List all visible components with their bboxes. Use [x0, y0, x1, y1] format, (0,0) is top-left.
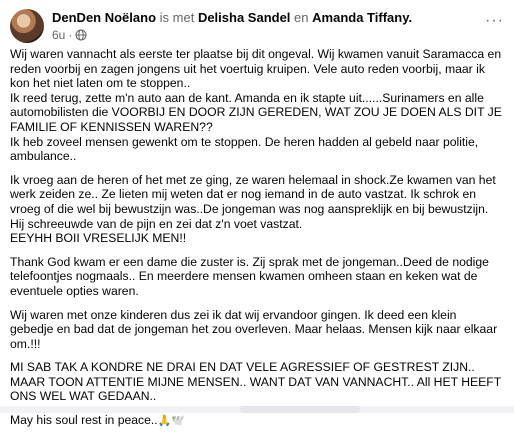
post-body: [10, 47, 502, 438]
tagged-user-1[interactable]: Delisha Sandel: [197, 10, 291, 25]
post-paragraph: Ik vroeg aan de heren of het met ze ging, ze waren helemaal in shock.Ze kwamen van het werk zeiden ze.. Ze lieten mij weten dat er nog iemand in de auto vastzat. Ik schrok en vroeg of die wel bij bewustzijn was..De jongeman was nog aanspreklijk en bij bewustzijn. Hij schreeuwde van de pijn en zei dat z'n voet vastzat. EEYHH BOII VRESELIJK MEN!!: [10, 172, 496, 246]
post-paragraph: May his soul rest in peace..: [10, 413, 158, 428]
post-closing-line: [10, 413, 502, 429]
is-with-text: is met: [159, 10, 195, 25]
post-author-line: DenDen Noëlano is met Delisha Sandel en Amanda Tiffany.: [52, 10, 413, 25]
post-paragraph: Thank God kwam er een dame die zuster is. Zij sprak met de jongeman..Deed de nodige telefoontjes nogmaals.. En meerdere mensen kwamen omheen staan en keken wat de eventuele opties waren.: [10, 254, 489, 298]
post-paragraph: MI SAB TAK A KONDRE NE DRAI EN DAT VELE AGRESSIEF OF GESTREST ZIJN.. MAAR TOON ATTENTIE MIJNE MENSEN.. WANT DAT VAN VANNACHT.. All HET HEEFT ONS WEL WAT GEDAAN..: [10, 360, 501, 404]
and-text: en: [294, 10, 309, 25]
tagged-user-2[interactable]: Amanda Tiffany: [312, 10, 409, 25]
post-meta: 6u ·: [52, 28, 87, 42]
pray-dove-emoji: 🙏🕊️: [157, 415, 186, 428]
reactions-strip: [240, 406, 360, 413]
reactions-bar-edge: [0, 406, 514, 413]
post-paragraph: Wij waren vannacht als eerste ter plaatse bij dit ongeval. Wij kwamen vanuit Saramacca en reden voorbij en zagen jongens uit het voertuig kruipen. Vele auto reden voorbij, maar ik kon het niet laten om te stoppen.. Ik reed terug, zette m'n auto aan de kant. Amanda en ik stapte uit......Surinamers en alle automobilisten die VOORBIJ EN DOOR ZIJN GEREDEN, WAT ZOU JE DOEN ALS DIT JE FAMILIE OF KENNISSEN WAREN?? Ik heb zoveel mensen gewenkt om te stoppen. De heren hadden al gebeld naar politie, ambulance..: [10, 47, 502, 164]
post-timestamp[interactable]: 6u: [52, 28, 66, 42]
post-paragraph: Wij waren met onze kinderen dus zei ik dat wij ervandoor gingen. Ik deed een klein gebedje en bad dat de jongeman het zou overleven. Maar helaas. Mensen kijk naar elkaar om.!!!: [10, 307, 498, 351]
globe-icon: [75, 29, 87, 41]
author-name[interactable]: DenDen Noëlano: [52, 10, 157, 25]
more-options-icon[interactable]: ···: [485, 12, 504, 29]
post-header: [10, 8, 504, 44]
author-avatar[interactable]: [10, 9, 44, 43]
